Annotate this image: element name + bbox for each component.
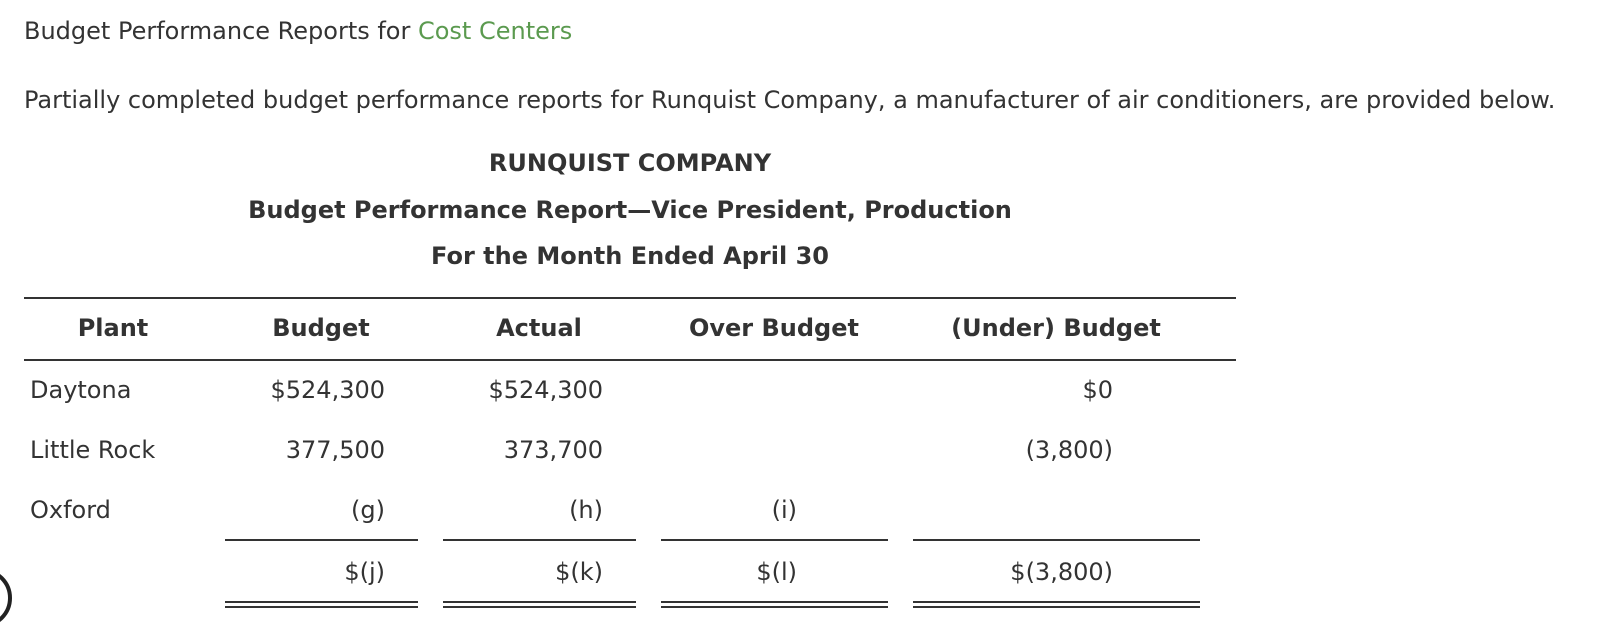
cost-centers-link[interactable]: Cost Centers bbox=[417, 17, 573, 45]
heading-prefix: Budget Performance Reports for bbox=[24, 17, 418, 45]
table-top-rule bbox=[24, 297, 1236, 299]
column-header-plant: Plant bbox=[77, 314, 149, 342]
report-title: Budget Performance Report—Vice President, Production bbox=[248, 196, 1012, 224]
column-header-under-budget: (Under) Budget bbox=[951, 314, 1161, 342]
header-bottom-rule bbox=[24, 359, 1236, 361]
over-budget-subtotal-rule bbox=[661, 539, 888, 541]
budget-subtotal-rule bbox=[225, 539, 418, 541]
page-heading bbox=[24, 14, 572, 48]
under-budget-cell: (3,800) bbox=[1025, 436, 1113, 464]
under-budget-total-double-rule bbox=[913, 601, 1200, 608]
total-actual-cell: $(k) bbox=[555, 558, 603, 586]
over-budget-cell: (i) bbox=[771, 496, 797, 524]
actual-subtotal-rule bbox=[443, 539, 636, 541]
total-budget-cell: $(j) bbox=[344, 558, 385, 586]
column-header-actual: Actual bbox=[496, 314, 582, 342]
circle-icon[interactable] bbox=[0, 568, 12, 628]
column-header-over-budget: Over Budget bbox=[688, 314, 859, 342]
report-period: For the Month Ended April 30 bbox=[431, 242, 829, 270]
actual-cell: (h) bbox=[569, 496, 603, 524]
intro-text: Partially completed budget performance reports for Runquist Company, a manufacturer of air conditioners, are provided below. bbox=[24, 86, 1556, 114]
total-under-budget-cell: $(3,800) bbox=[1010, 558, 1113, 586]
report-company: RUNQUIST COMPANY bbox=[488, 149, 772, 177]
budget-cell: (g) bbox=[351, 496, 385, 524]
actual-cell: 373,700 bbox=[503, 436, 603, 464]
under-budget-cell: $0 bbox=[1082, 376, 1113, 404]
plant-cell: Daytona bbox=[30, 376, 132, 404]
actual-cell: $524,300 bbox=[488, 376, 603, 404]
plant-cell: Little Rock bbox=[30, 436, 156, 464]
column-header-budget: Budget bbox=[272, 314, 370, 342]
total-over-budget-cell: $(l) bbox=[756, 558, 797, 586]
plant-cell: Oxford bbox=[30, 496, 111, 524]
budget-cell: $524,300 bbox=[270, 376, 385, 404]
budget-total-double-rule bbox=[225, 601, 418, 608]
budget-cell: 377,500 bbox=[285, 436, 385, 464]
under-budget-subtotal-rule bbox=[913, 539, 1200, 541]
actual-total-double-rule bbox=[443, 601, 636, 608]
over-budget-total-double-rule bbox=[661, 601, 888, 608]
